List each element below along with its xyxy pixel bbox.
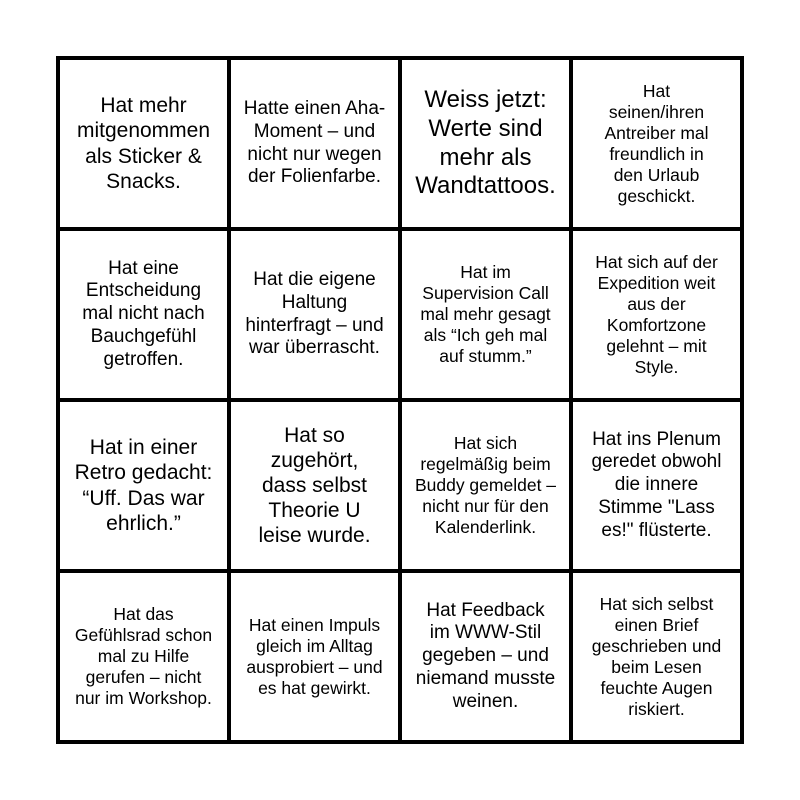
bingo-cell[interactable]	[402, 60, 569, 227]
bingo-cell[interactable]	[231, 60, 398, 227]
bingo-cell-text: Hatte einen Aha-Moment – und nicht nur wegen der Folienfarbe.	[243, 97, 386, 188]
bingo-cell-text: Hat einen Impuls gleich im Alltag ausprobiert – und es hat gewirkt.	[246, 614, 383, 698]
bingo-cell[interactable]	[402, 231, 569, 398]
bingo-cell[interactable]	[573, 231, 740, 398]
bingo-cell[interactable]	[60, 60, 227, 227]
bingo-cell[interactable]	[231, 231, 398, 398]
bingo-cell[interactable]	[231, 573, 398, 740]
bingo-cell-text: Hat im Supervision Call mal mehr gesagt als “Ich geh mal auf stumm.”	[420, 262, 551, 366]
bingo-cell-text: Hat die eigene Haltung hinterfragt – und war überrascht.	[245, 268, 384, 359]
bingo-cell-text: Hat sich auf der Expedition weit aus der Komfortzone gelehnt – mit Style.	[595, 251, 718, 377]
bingo-cell-text: Hat sich regelmäßig beim Buddy gemeldet – nicht nur für den Kalenderlink.	[414, 433, 557, 537]
bingo-cell[interactable]	[402, 402, 569, 569]
bingo-cell-text: Hat das Gefühlsrad schon mal zu Hilfe gerufen – nicht nur im Workshop.	[74, 604, 213, 708]
bingo-cell[interactable]	[573, 573, 740, 740]
bingo-cell-text: Hat Feedback im WWW-Stil gegeben – und niemand musste weinen.	[415, 599, 556, 712]
bingo-cell-text: Hat in einer Retro gedacht: “Uff. Das war ehrlich.”	[74, 436, 213, 535]
bingo-cell[interactable]	[60, 573, 227, 740]
bingo-cell[interactable]	[573, 402, 740, 569]
bingo-cell-text: Hat so zugehört, dass selbst Theorie U leise wurde.	[258, 423, 371, 548]
bingo-cell[interactable]	[60, 402, 227, 569]
bingo-cell-text: Hat eine Entscheidung mal nicht nach Bauchgefühl getroffen.	[82, 257, 205, 370]
bingo-cell[interactable]	[231, 402, 398, 569]
bingo-cell-text: Hat seinen/ihren Antreiber mal freundlich in den Urlaub geschickt.	[604, 80, 709, 206]
bingo-cell[interactable]	[60, 231, 227, 398]
bingo-cell-text: Hat sich selbst einen Brief geschrieben und beim Lesen feuchte Augen riskiert.	[591, 593, 722, 719]
bingo-cell-text: Hat mehr mitgenommen als Sticker & Snacks.	[76, 94, 211, 193]
bingo-cell[interactable]	[402, 573, 569, 740]
bingo-cell-text: Hat ins Plenum geredet obwohl die innere Stimme "Lass es!" flüsterte.	[591, 428, 722, 541]
bingo-cell-text: Weiss jetzt: Werte sind mehr als Wandtattoos.	[415, 85, 556, 200]
bingo-board	[56, 56, 744, 744]
bingo-cell[interactable]	[573, 60, 740, 227]
